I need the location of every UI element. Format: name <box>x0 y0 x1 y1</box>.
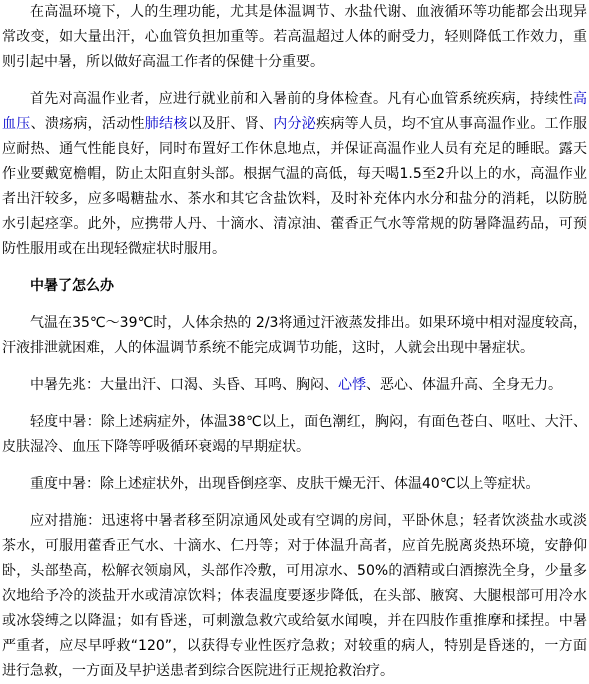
text-segment: 疾病等人员，均不宜从事高温作业。工作服应耐热、通气性能良好，同时布置好工作休息地点，并保证高温作业人员有充足的睡眠。露天作业要戴宽檐帽，防止太阳直射头部。根据气温的高低，每天喝1.5至2升以上的水，高温作业者出汗较多，应多喝糖盐水、茶水和其它含盐饮料，及时补充体内水分和盐分的消耗，以防脱水引起痉挛。此外，应携带人丹、十滴水、清凉油、藿香正气水等常规的防暑降温药品，可预防性服用或在出现轻微症状时服用。 <box>2 116 588 257</box>
paragraph-precursor-symptoms <box>2 373 587 398</box>
text-segment: 首先对高温作业者，应进行就业前和入暑前的身体检查。凡有心血管系统疾病，持续性 <box>30 91 573 107</box>
paragraph-severe-heatstroke: 重度中暑：除上述症状外，出现昏倒痉挛、皮肤干燥无汗、体温40℃以上等症状。 <box>30 476 540 492</box>
link-tuberculosis[interactable]: 肺结核 <box>144 116 188 132</box>
link-palpitation[interactable]: 心悸 <box>338 377 366 393</box>
text-segment: 以及肝、肾、 <box>187 116 274 132</box>
paragraph-prevention <box>2 87 587 262</box>
paragraph-intro: 在高温环境下，人的生理功能，尤其是体温调节、水盐代谢、血液循环等功能都会出现异常改变，如大量出汗，心血管负担加重等。若高温超过人体的耐受力，轻则降低工作效力，重则引起中暑，所以做好高温工作者的保健十分重要。 <box>2 4 587 70</box>
text-segment: 、溃疡病，活动性 <box>30 116 145 132</box>
text-segment: 、恶心、体温升高、全身无力。 <box>366 377 562 393</box>
section-heading: 中暑了怎么办 <box>30 278 114 294</box>
paragraph-countermeasures: 应对措施：迅速将中暑者移至阴凉通风处或有空调的房间，平卧休息；轻者饮淡盐水或淡茶水，可服用藿香正气水、十滴水、仁丹等；对于体温升高者，应首先脱离炎热环境，安静仰卧，头部垫高，松解衣领扇风，头部作冷敷，可用凉水、50%的酒精或白酒擦洗全身，少量多次地给予冷的淡盐开水或清凉饮料；体表温度要逐步降低，在头部、腋窝、大腿根部可用冷水或冰袋缚之以降温；如有昏迷，可刺激急救穴或给氨水闻嗅，并在四肢作重推摩和揉捏。中暑严重者，应尽早呼救“120”，以获得专业性医疗急救；对较重的病人，特别是昏迷的，一方面进行急救，一方面及早护送患者到综合医院进行正规抢救治疗。 <box>2 513 587 679</box>
paragraph-heat-dissipation: 气温在35℃～39℃时，人体余热的 2/3将通过汗液蒸发排出。如果环境中相对湿度较高，汗液排泄就困难，人的体温调节系统不能完成调节功能，这时，人就会出现中暑症状。 <box>2 315 587 356</box>
link-endocrine[interactable]: 内分泌 <box>273 116 317 132</box>
link-hypertension[interactable]: 高血压 <box>2 91 587 132</box>
paragraph-mild-heatstroke: 轻度中暑：除上述病症外，体温38℃以上，面色潮红，胸闷，有面色苍白、呕吐、大汗、皮肤湿冷、血压下降等呼吸循环衰竭的早期症状。 <box>2 414 587 455</box>
text-segment: 中暑先兆：大量出汗、口渴、头昏、耳鸣、胸闷、 <box>30 377 338 393</box>
